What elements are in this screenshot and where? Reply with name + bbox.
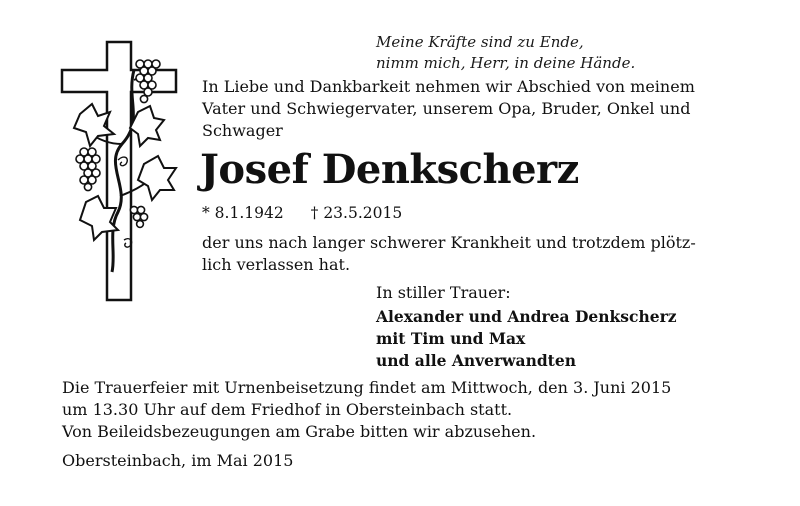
mourner-line: und alle Anverwandten: [376, 351, 576, 370]
circumstances-line: lich verlassen hat.: [202, 255, 351, 274]
motto-line: nimm mich, Herr, in deine Hände.: [376, 54, 636, 72]
ceremony-line: um 13.30 Uhr auf dem Friedhof in Obersteinbach statt.: [62, 400, 513, 419]
mourners-label: In stiller Trauer:: [376, 283, 511, 302]
ceremony-line: Von Beileidsbezeugungen am Grabe bitten wir abzusehen.: [62, 422, 537, 441]
ceremony-text: [62, 377, 762, 443]
motto: [376, 32, 635, 74]
circumstances-text: [202, 232, 742, 276]
intro-text: In Liebe und Dankbarkeit nehmen wir Abschied von meinem Vater und Schwiegervater, unserem Opa, Bruder, Onkel und Schwager: [202, 77, 695, 140]
place-and-date: Obersteinbach, im Mai 2015: [62, 451, 294, 470]
mourner-line: Alexander und Andrea Denkscherz: [376, 307, 677, 326]
motto-line: Meine Kräfte sind zu Ende,: [376, 33, 584, 51]
death-date: † 23.5.2015: [310, 204, 403, 222]
cross-with-grapevine-icon: [60, 40, 178, 302]
birth-date: * 8.1.1942: [202, 204, 284, 222]
deceased-name: Josef Denkscherz: [200, 146, 579, 193]
mourners-list: [376, 306, 677, 372]
life-dates: [202, 202, 402, 224]
ceremony-line: Die Trauerfeier mit Urnenbeisetzung findet am Mittwoch, den 3. Juni 2015: [62, 378, 672, 397]
mourner-line: mit Tim und Max: [376, 329, 526, 348]
circumstances-line: der uns nach langer schwerer Krankheit und trotzdem plötz-: [202, 233, 696, 252]
